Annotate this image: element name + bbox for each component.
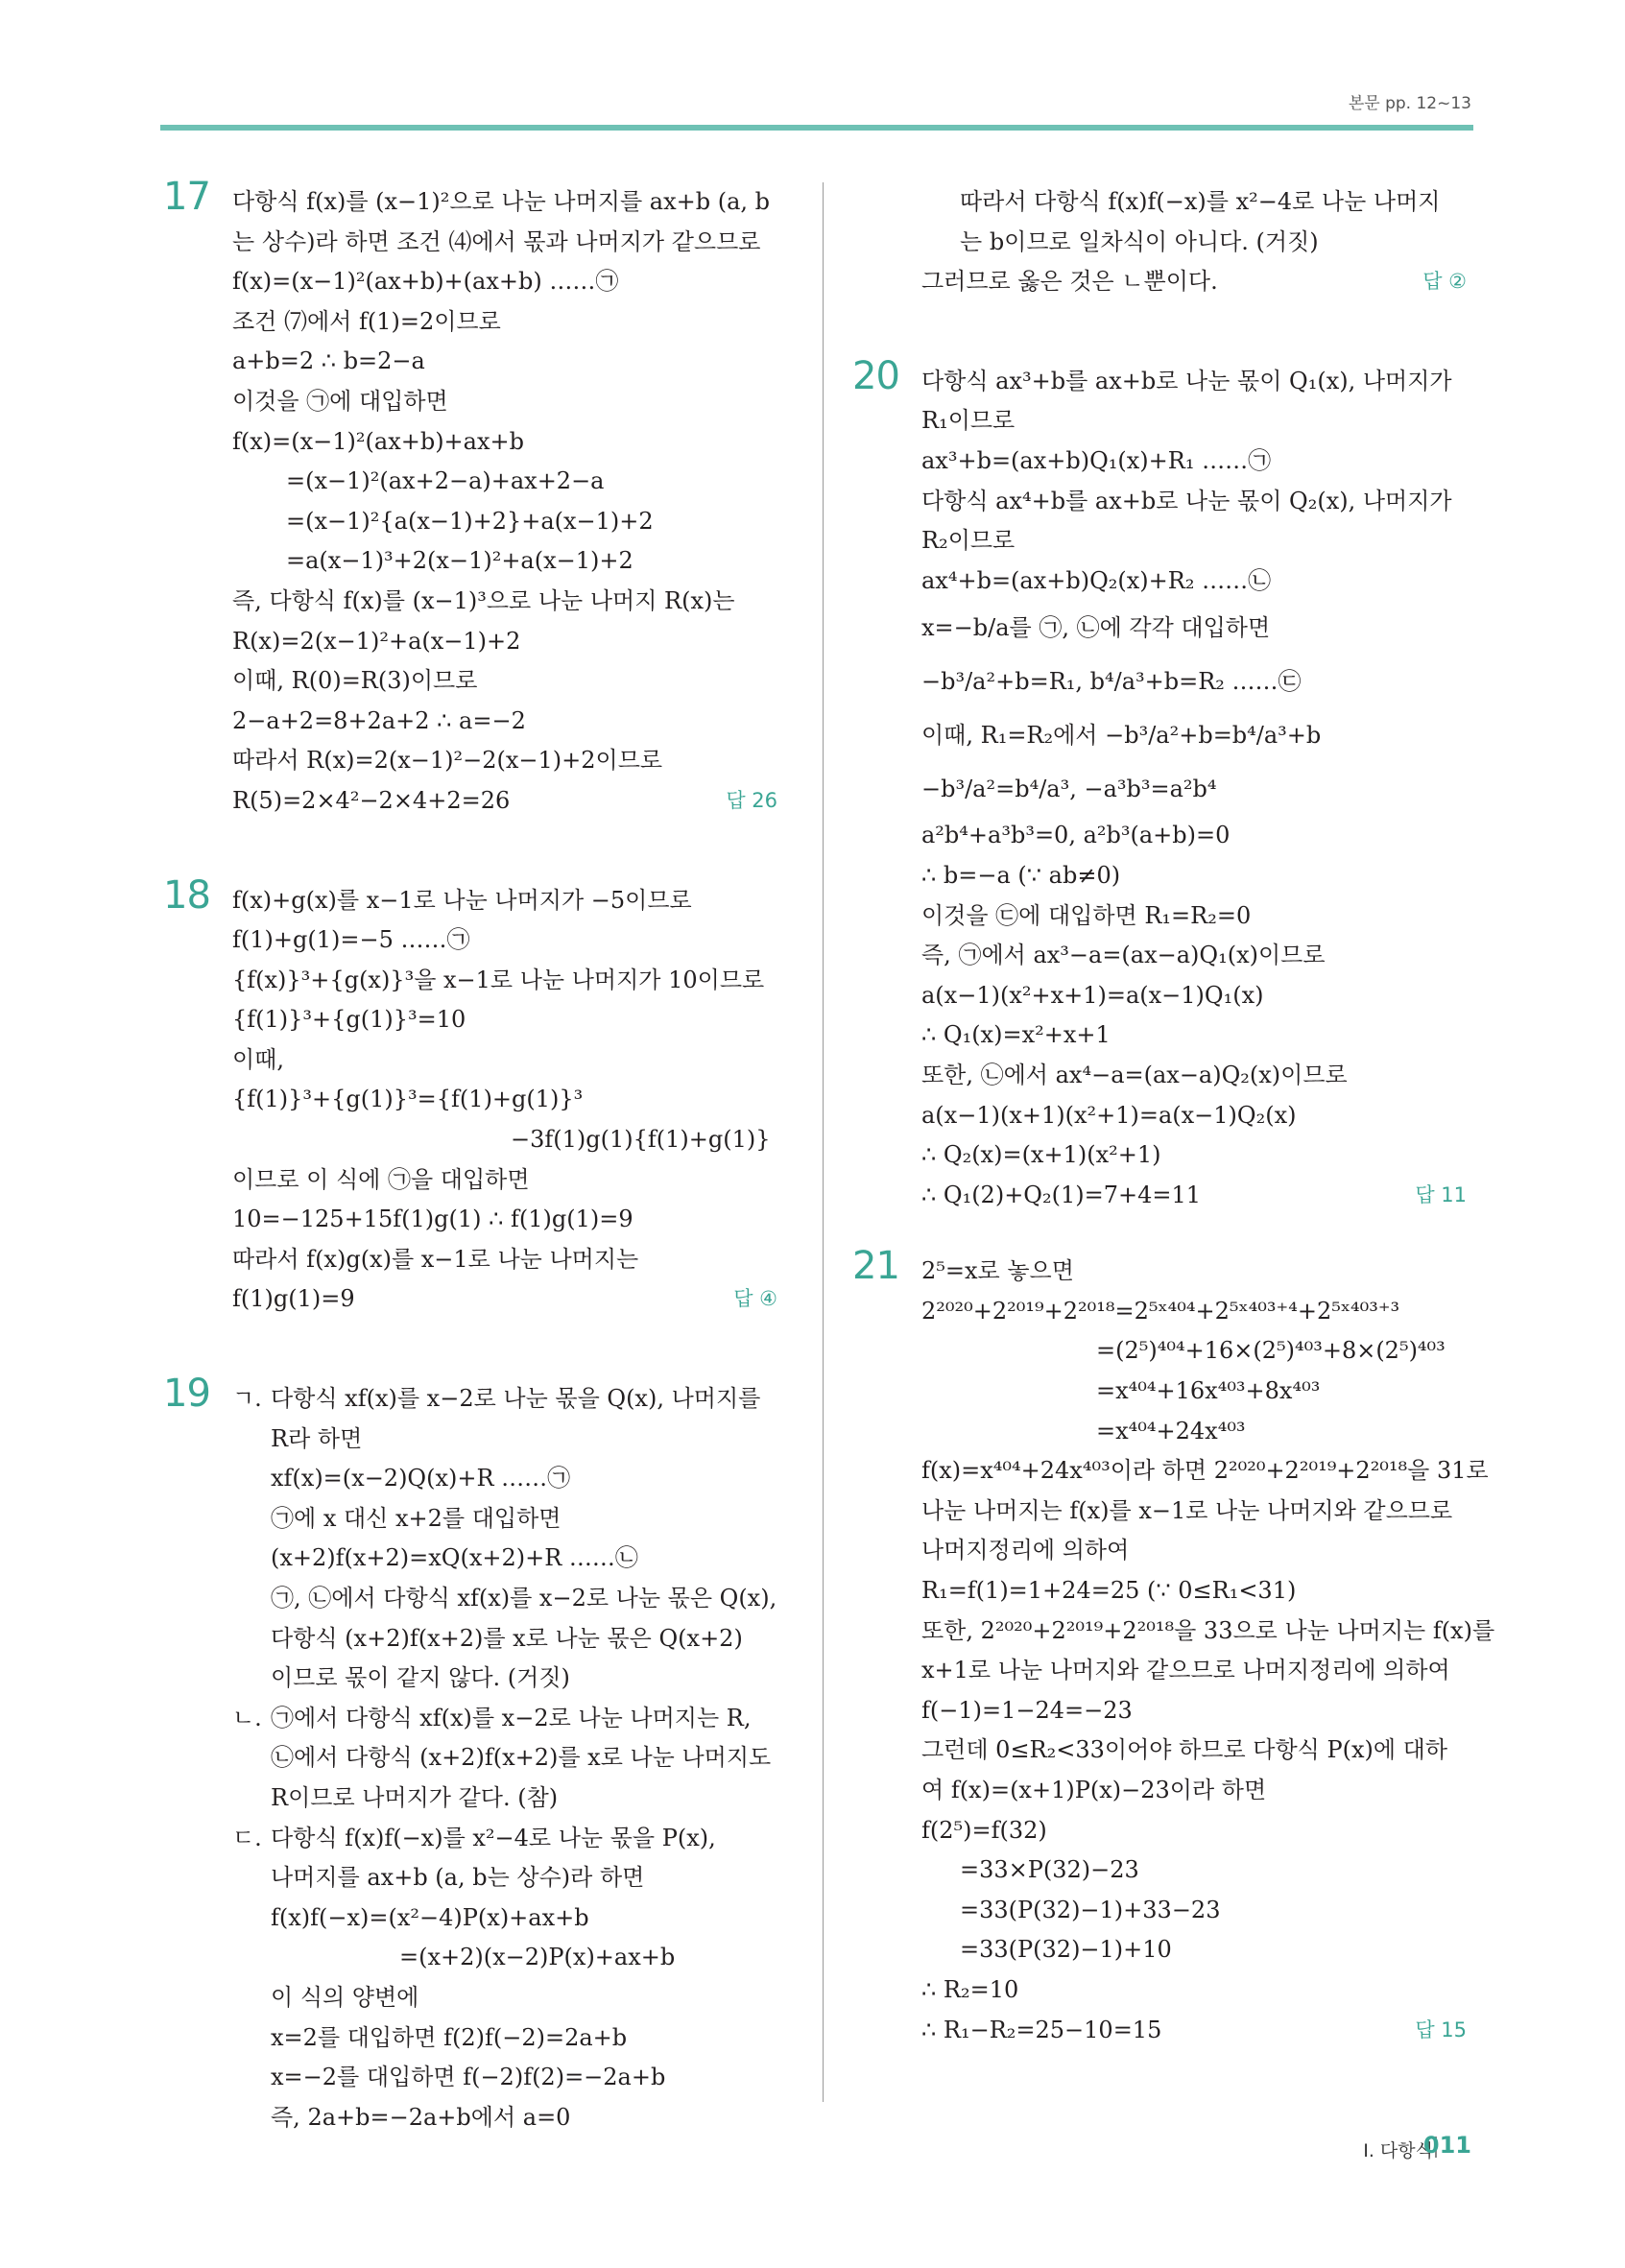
equation-text: ∴ Q₁(2)+Q₂(1)=7+4=11 xyxy=(921,1181,1201,1208)
equation-line: =33×P(32)−23 xyxy=(960,1856,1139,1884)
answer-label: 답 11 xyxy=(1415,1182,1467,1206)
text-line: 따라서 f(x)g(x)를 x−1로 나눈 나머지는 xyxy=(232,1245,639,1273)
equation-line: {f(1)}³+{g(1)}³=10 xyxy=(232,1006,466,1034)
equation-line: {f(1)}³+{g(1)}³={f(1)+g(1)}³ xyxy=(232,1086,584,1113)
problem-number: 21 xyxy=(852,1244,899,1289)
equation-text: f(1)g(1)=9 xyxy=(232,1285,355,1313)
text-line: 이 식의 양변에 xyxy=(271,1983,419,2011)
equation-line: =(x−1)²(ax+2−a)+ax+2−a xyxy=(286,467,605,495)
text-line: 조건 ⑺에서 f(1)=2이므로 xyxy=(232,307,501,335)
sub-item-marker: ㄷ. xyxy=(232,1824,262,1851)
equation-line: ∴ b=−a (∵ ab≠0) xyxy=(921,861,1121,889)
sub-item-marker: ㄴ. xyxy=(232,1704,262,1731)
equation-line: =a(x−1)³+2(x−1)²+a(x−1)+2 xyxy=(286,547,633,575)
header-rule xyxy=(160,125,1473,131)
equation-line: =x⁴⁰⁴+24x⁴⁰³ xyxy=(1096,1417,1246,1444)
equation-line: 10=−125+15f(1)g(1) ∴ f(1)g(1)=9 xyxy=(232,1206,633,1233)
text-line: 나머지를 ax+b (a, b는 상수)라 하면 xyxy=(271,1864,645,1892)
left-column xyxy=(163,175,777,2137)
equation-line: f(x)=(x−1)²(ax+b)+(ax+b) ……㉠ xyxy=(232,268,619,296)
equation-line: x=−b/a를 ㉠, ㉡에 각각 대입하면 xyxy=(921,614,1271,642)
text-line: 이때, xyxy=(232,1045,284,1073)
sub-item-c xyxy=(232,1819,777,2138)
equation-line: f(−1)=1−24=−23 xyxy=(921,1696,1133,1724)
text-line: R라 하면 xyxy=(271,1424,363,1452)
text-line: 또한, ㉡에서 ax⁴−a=(ax−a)Q₂(x)이므로 xyxy=(921,1061,1348,1088)
equation-line: =(x+2)(x−2)P(x)+ax+b xyxy=(399,1944,676,1971)
equation-line: x=−2를 대입하면 f(−2)f(2)=−2a+b xyxy=(271,2064,666,2091)
text-line: 다항식 (x+2)f(x+2)를 x로 나눈 몫은 Q(x+2) xyxy=(271,1624,743,1652)
answer-label: 답 15 xyxy=(1415,2017,1467,2041)
equation-line: 즉, 2a+b=−2a+b에서 a=0 xyxy=(271,2103,571,2131)
problem-number: 19 xyxy=(163,1372,210,1417)
equation-text: ∴ R₁−R₂=25−10=15 xyxy=(921,2016,1162,2043)
text-line: {f(x)}³+{g(x)}³을 x−1로 나눈 나머지가 10이므로 xyxy=(232,966,765,993)
answer-label: 답 ④ xyxy=(733,1287,777,1311)
text-line: 즉, ㉠에서 ax³−a=(ax−a)Q₁(x)이므로 xyxy=(921,942,1326,969)
answer-label: 답 ② xyxy=(1422,270,1467,294)
equation-line: a(x−1)(x+1)(x²+1)=a(x−1)Q₂(x) xyxy=(921,1101,1297,1129)
text-line: 즉, 다항식 f(x)를 (x−1)³으로 나눈 나머지 R(x)는 xyxy=(232,586,735,614)
problem-18 xyxy=(163,872,777,1321)
text-line: 2⁵=x로 놓으면 xyxy=(921,1257,1074,1285)
text-line: 다항식 f(x)f(−x)를 x²−4로 나눈 몫을 P(x), xyxy=(271,1824,716,1851)
sub-item-marker: ㄱ. xyxy=(232,1385,262,1413)
equation-line: ax⁴+b=(ax+b)Q₂(x)+R₂ ……㉡ xyxy=(921,566,1272,594)
equation-line: =x⁴⁰⁴+16x⁴⁰³+8x⁴⁰³ xyxy=(1096,1377,1321,1405)
sub-item-b xyxy=(232,1699,777,1819)
equation-line: f(1)+g(1)=−5 ……㉠ xyxy=(232,926,470,954)
equation-line: =33(P(32)−1)+33−23 xyxy=(960,1896,1221,1923)
page-reference: 본문 pp. 12~13 xyxy=(1348,94,1471,113)
equation-line: a(x−1)(x²+x+1)=a(x−1)Q₁(x) xyxy=(921,981,1264,1009)
equation-line: xf(x)=(x−2)Q(x)+R ……㉠ xyxy=(271,1465,571,1492)
text-line: R₂이므로 xyxy=(921,527,1016,555)
equation-line: ax³+b=(ax+b)Q₁(x)+R₁ ……㉠ xyxy=(921,446,1272,474)
sub-item-a xyxy=(232,1379,777,1699)
equation-line: a+b=2 ∴ b=2−a xyxy=(232,347,425,375)
equation-line: a²b⁴+a³b³=0, a²b³(a+b)=0 xyxy=(921,822,1231,849)
equation-line: =33(P(32)−1)+10 xyxy=(960,1936,1172,1964)
equation-line: R(x)=2(x−1)²+a(x−1)+2 xyxy=(232,627,521,655)
problem-17 xyxy=(163,175,777,822)
equation-line: −3f(1)g(1){f(1)+g(1)} xyxy=(511,1126,771,1154)
text-line: f(x)+g(x)를 x−1로 나눈 나머지가 −5이므로 xyxy=(232,886,692,914)
text-line: 이것을 ㉢에 대입하면 R₁=R₂=0 xyxy=(921,901,1252,929)
equation-line: 2²⁰²⁰+2²⁰¹⁹+2²⁰¹⁸=2⁵ˣ⁴⁰⁴+2⁵ˣ⁴⁰³⁺⁴+2⁵ˣ⁴⁰³⁺³ xyxy=(921,1297,1400,1325)
equation-line: 이때, R₁=R₂에서 −b³/a²+b=b⁴/a³+b xyxy=(921,722,1322,750)
answer-label: 답 26 xyxy=(726,788,777,812)
problem-21 xyxy=(852,1244,1495,2050)
equation-line: (x+2)f(x+2)=xQ(x+2)+R ……㉡ xyxy=(271,1544,638,1572)
section-title: Ⅰ. 다항식 xyxy=(1363,2140,1433,2161)
equation-line xyxy=(921,2011,1467,2051)
problem-number: 20 xyxy=(852,353,899,398)
equation-line: 2−a+2=8+2a+2 ∴ a=−2 xyxy=(232,706,526,734)
equation-line xyxy=(232,781,777,822)
text-line: 이때, R(0)=R(3)이므로 xyxy=(232,667,478,695)
text-line: 따라서 R(x)=2(x−1)²−2(x−1)+2이므로 xyxy=(232,747,663,775)
problem-number: 18 xyxy=(163,872,210,918)
text-line: 다항식 xf(x)를 x−2로 나눈 몫을 Q(x), 나머지를 xyxy=(271,1385,761,1413)
text-line: ㉡에서 다항식 (x+2)f(x+2)를 x로 나눈 나머지도 xyxy=(271,1744,772,1772)
text-line: 또한, 2²⁰²⁰+2²⁰¹⁹+2²⁰¹⁸을 33으로 나눈 나머지는 f(x)를 xyxy=(921,1616,1495,1644)
equation-line: −b³/a²+b=R₁, b⁴/a³+b=R₂ ……㉢ xyxy=(921,668,1302,696)
text-line: 따라서 다항식 f(x)f(−x)를 x²−4로 나눈 나머지 xyxy=(960,188,1441,215)
text-line: ㉠, ㉡에서 다항식 xf(x)를 x−2로 나눈 몫은 Q(x), xyxy=(271,1585,777,1611)
equation-line: ∴ R₂=10 xyxy=(921,1975,1019,2003)
text-line: 여 f(x)=(x+1)P(x)−23이라 하면 xyxy=(921,1777,1267,1803)
text-line: 이므로 몫이 같지 않다. (거짓) xyxy=(271,1664,570,1692)
text-line: 다항식 ax⁴+b를 ax+b로 나눈 몫이 Q₂(x), 나머지가 xyxy=(921,487,1452,514)
text-line: f(x)=x⁴⁰⁴+24x⁴⁰³이라 하면 2²⁰²⁰+2²⁰¹⁹+2²⁰¹⁸을 31로 xyxy=(921,1457,1489,1485)
text-line: 다항식 ax³+b를 ax+b로 나눈 몫이 Q₁(x), 나머지가 xyxy=(921,367,1452,394)
text-line: R₁이므로 xyxy=(921,407,1016,435)
equation-line: f(x)f(−x)=(x²−4)P(x)+ax+b xyxy=(271,1903,589,1931)
equation-line: =(x−1)²{a(x−1)+2}+a(x−1)+2 xyxy=(286,507,654,535)
equation-line: f(2⁵)=f(32) xyxy=(921,1816,1047,1844)
equation-line xyxy=(921,1176,1467,1216)
text-line: ㉠에 x 대신 x+2를 대입하면 xyxy=(271,1504,562,1532)
equation-line: ∴ Q₁(x)=x²+x+1 xyxy=(921,1021,1111,1049)
text-line: 는 상수)라 하면 조건 ⑷에서 몫과 나머지가 같으므로 xyxy=(232,227,761,255)
text-line: 는 b이므로 일차식이 아니다. (거짓) xyxy=(960,227,1319,255)
text-line: R이므로 나머지가 같다. (참) xyxy=(271,1783,559,1811)
equation-text: R(5)=2×4²−2×4+2=26 xyxy=(232,786,511,814)
text-line: 나머지정리에 의하여 xyxy=(921,1537,1130,1564)
equation-line: x=2를 대입하면 f(2)f(−2)=2a+b xyxy=(271,2023,628,2051)
page-number: 011 xyxy=(1422,2132,1471,2159)
equation-line: =(2⁵)⁴⁰⁴+16×(2⁵)⁴⁰³+8×(2⁵)⁴⁰³ xyxy=(1096,1337,1446,1365)
equation-line: −b³/a²=b⁴/a³, −a³b³=a²b⁴ xyxy=(921,776,1217,803)
equation-line xyxy=(232,1279,777,1320)
problem-number: 17 xyxy=(163,175,210,219)
problem-19 xyxy=(163,1372,777,2137)
text-line: 이므로 이 식에 ㉠을 대입하면 xyxy=(232,1165,530,1193)
problem-20 xyxy=(852,353,1467,1216)
text-line: ㉠에서 다항식 xf(x)를 x−2로 나눈 나머지는 R, xyxy=(271,1704,752,1731)
text-line: 다항식 f(x)를 (x−1)²으로 나눈 나머지를 ax+b (a, b xyxy=(232,188,770,215)
right-column xyxy=(852,182,1495,2050)
equation-line: R₁=f(1)=1+24=25 (∵ 0≤R₁<31) xyxy=(921,1577,1297,1605)
text-line: 그런데 0≤R₂<33이어야 하므로 다항식 P(x)에 대하 xyxy=(921,1736,1448,1764)
text-line: 나눈 나머지는 f(x)를 x−1로 나눈 나머지와 같으므로 xyxy=(921,1496,1453,1524)
column-divider xyxy=(823,182,824,2102)
problem-19-continued xyxy=(852,182,1467,302)
conclusion-text: 그러므로 옳은 것은 ㄴ뿐이다. xyxy=(921,268,1218,296)
equation-line: ∴ Q₂(x)=(x+1)(x²+1) xyxy=(921,1141,1161,1169)
text-line: 이것을 ㉠에 대입하면 xyxy=(232,387,448,415)
equation-line: f(x)=(x−1)²(ax+b)+ax+b xyxy=(232,427,524,455)
text-line xyxy=(921,262,1467,302)
text-line: x+1로 나눈 나머지와 같으므로 나머지정리에 의하여 xyxy=(921,1657,1450,1684)
